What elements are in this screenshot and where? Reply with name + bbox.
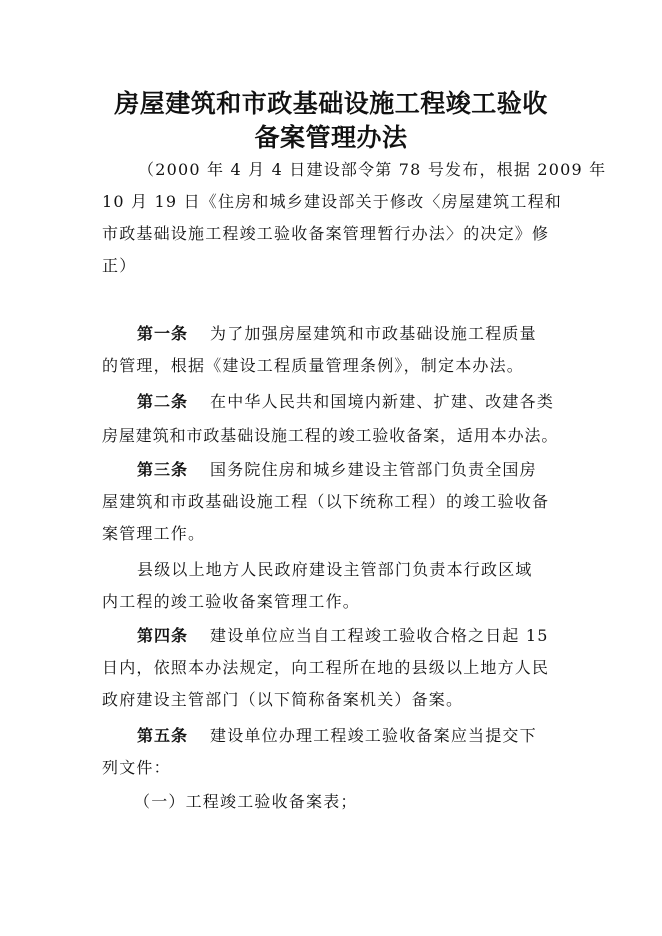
article-3-label: 第三条: [137, 460, 189, 479]
article-5-first-line: [137, 726, 537, 746]
article-3-text: 国务院住房和城乡建设主管部门负责全国房: [210, 460, 537, 479]
article-5-text: 建设单位办理工程竣工验收备案应当提交下: [210, 726, 537, 745]
article-2-first-line: [137, 392, 554, 412]
article-1-label: 第一条: [137, 324, 189, 343]
article-2-text: 在中华人民共和国境内新建、扩建、改建各类: [210, 392, 555, 411]
article-4-first-line: [137, 626, 549, 646]
document-title-line-2: 备案管理办法: [254, 123, 408, 152]
article-3-paragraph-2-line-2: 内工程的竣工验收备案管理工作。: [102, 592, 361, 611]
article-1-text: 为了加强房屋建筑和市政基础设施工程质量: [210, 324, 537, 343]
article-3-first-line: [137, 460, 537, 480]
article-1-first-line: [137, 324, 537, 344]
preamble-line-3: 市政基础设施工程竣工验收备案管理暂行办法〉的决定》修: [102, 224, 550, 243]
preamble-line-1: （2000 年 4 月 4 日建设部令第 78 号发布，根据 2009 年: [138, 160, 607, 179]
article-2-line-2: 房屋建筑和市政基础设施工程的竣工验收备案，适用本办法。: [102, 426, 559, 445]
preamble-line-4: 正）: [102, 256, 137, 275]
preamble-line-2: 10 月 19 日《住房和城乡建设部关于修改〈房屋建筑工程和: [102, 192, 562, 211]
article-4-line-2: 日内，依照本办法规定，向工程所在地的县级以上地方人民: [102, 658, 550, 677]
article-4-line-3: 政府建设主管部门（以下简称备案机关）备案。: [102, 690, 464, 709]
article-1-line-2: 的管理，根据《建设工程质量管理条例》，制定本办法。: [102, 356, 525, 375]
article-3-line-2: 屋建筑和市政基础设施工程（以下统称工程）的竣工验收备: [102, 492, 550, 511]
article-5-line-2: 列文件：: [102, 758, 171, 777]
list-item: （一）工程竣工验收备案表；: [134, 792, 358, 811]
article-3-line-3: 案管理工作。: [102, 524, 206, 543]
article-2-label: 第二条: [137, 392, 189, 411]
document-title-line-1: 房屋建筑和市政基础设施工程竣工验收: [114, 89, 548, 118]
article-3-paragraph-2-first-line: 县级以上地方人民政府建设主管部门负责本行政区域: [137, 560, 533, 579]
article-4-label: 第四条: [137, 626, 189, 645]
article-5-label: 第五条: [137, 726, 189, 745]
article-4-text: 建设单位应当自工程竣工验收合格之日起 15: [210, 626, 549, 645]
